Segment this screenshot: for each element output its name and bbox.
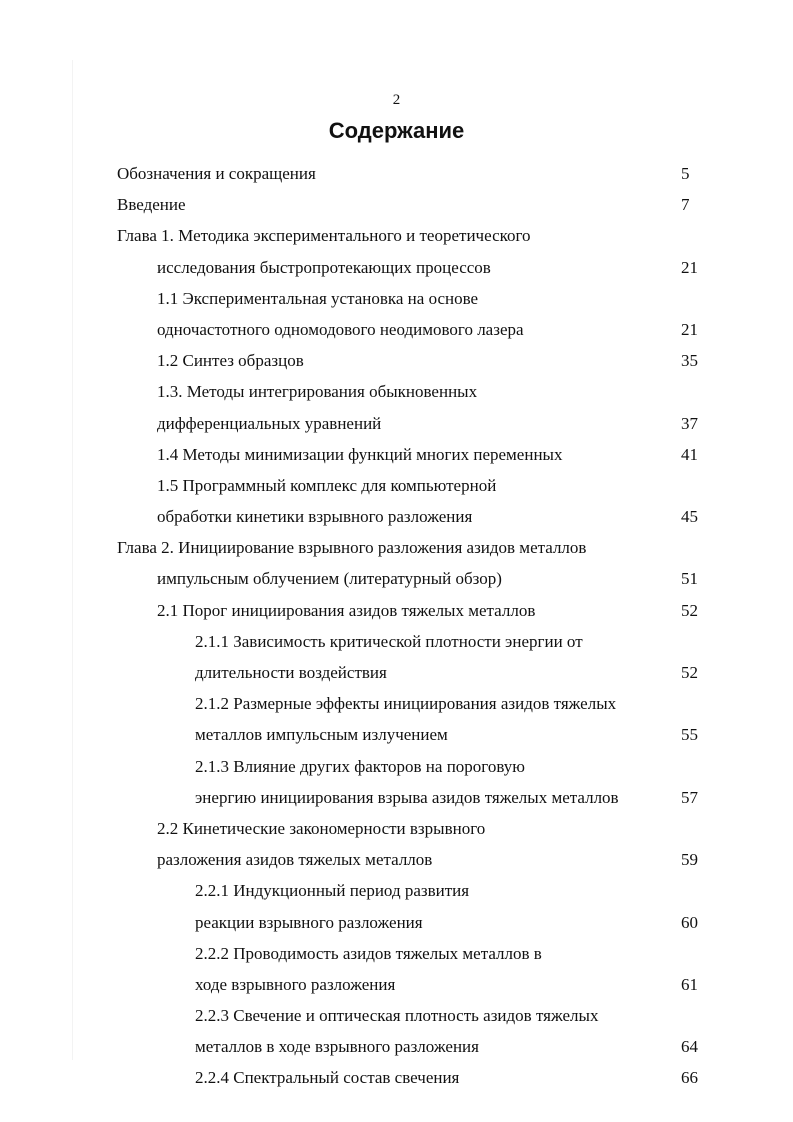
toc-entry-text: ходе взрывного разложения: [195, 974, 396, 994]
toc-entry: [117, 501, 717, 532]
toc-entry-text: энергию инициирования взрыва азидов тяжелых металлов: [195, 787, 619, 807]
toc-entry: [117, 1062, 717, 1093]
toc-entry-text: 2.1.1 Зависимость критической плотности энергии от: [195, 631, 583, 651]
toc-entry-text: Введение: [117, 195, 186, 215]
toc-entry-page: 64: [681, 1037, 698, 1057]
toc-entry: [117, 751, 717, 782]
toc-entry: [117, 844, 717, 875]
toc-entry: [117, 907, 717, 938]
toc-entry: [117, 376, 717, 407]
toc-entry-page: 35: [681, 351, 698, 371]
toc-entry-page: 52: [681, 600, 698, 620]
toc-entry: [117, 158, 717, 189]
toc-entry: [117, 532, 717, 563]
toc-entry-page: 51: [681, 569, 698, 589]
toc-entry-text: 1.4 Методы минимизации функций многих переменных: [157, 444, 563, 464]
toc-entry-text: 1.3. Методы интегрирования обыкновенных: [157, 382, 478, 402]
toc-entry: [117, 969, 717, 1000]
toc-entry-text: Обозначения и сокращения: [117, 164, 316, 183]
toc-entry-page: 59: [681, 850, 698, 870]
toc-entry: [117, 782, 717, 813]
toc-entry-page: 5: [681, 164, 690, 183]
toc-entry: [117, 252, 717, 283]
toc-entry-page: 61: [681, 974, 698, 994]
toc-entry-text: 2.2.2 Проводимость азидов тяжелых металлов в: [195, 943, 542, 963]
toc-entry-text: 2.2.4 Спектральный состав свечения: [195, 1068, 460, 1088]
toc-entry-text: 2.2.1 Индукционный период развития: [195, 881, 470, 901]
toc-entry-text: реакции взрывного разложения: [195, 912, 423, 932]
toc-entry: [117, 1031, 717, 1062]
toc-entry-page: 55: [681, 725, 698, 745]
toc-entry-page: 57: [681, 787, 698, 807]
toc-entry: [117, 719, 717, 750]
toc-entry-text: Глава 2. Инициирование взрывного разложения азидов металлов: [117, 538, 587, 558]
toc-entry: [117, 688, 717, 719]
toc-entry: [117, 408, 717, 439]
toc-entry-text: импульсным облучением (литературный обзор): [157, 569, 502, 589]
toc-entry-text: 1.2 Синтез образцов: [157, 351, 304, 371]
toc-entry: [117, 220, 717, 251]
toc-entry-text: 2.2.3 Свечение и оптическая плотность азидов тяжелых: [195, 1006, 599, 1026]
page-title: Содержание: [328, 118, 465, 143]
toc-entry-page: 21: [681, 319, 698, 339]
toc-entry: [117, 938, 717, 969]
toc-entry-text: 2.1 Порог инициирования азидов тяжелых металлов: [157, 600, 536, 620]
toc-entry-text: исследования быстропротекающих процессов: [157, 257, 491, 277]
toc-entry-text: металлов импульсным излучением: [195, 725, 448, 745]
toc-entry: [117, 1000, 717, 1031]
toc-entry-text: 1.5 Программный комплекс для компьютерной: [157, 475, 497, 495]
toc-entry: [117, 657, 717, 688]
toc-entry-text: обработки кинетики взрывного разложения: [157, 507, 473, 527]
toc-entry: [117, 626, 717, 657]
toc-entry: [117, 813, 717, 844]
toc-entry-text: 1.1 Экспериментальная установка на основе: [157, 288, 479, 308]
toc-entry: [117, 875, 717, 906]
toc-entry-page: 7: [681, 195, 690, 215]
toc-entry: [117, 563, 717, 594]
toc-entry-page: 66: [681, 1068, 698, 1088]
toc-entry-text: 2.2 Кинетические закономерности взрывного: [157, 818, 486, 838]
toc-entry-text: разложения азидов тяжелых металлов: [157, 850, 433, 870]
toc-entry-page: 52: [681, 663, 698, 682]
toc-entry: [117, 189, 717, 220]
toc-entry-page: 21: [681, 257, 698, 277]
scan-edge: [72, 60, 73, 1060]
toc-entry: [117, 470, 717, 501]
toc-entry-page: 37: [681, 413, 698, 433]
toc-entry-text: дифференциальных уравнений: [157, 413, 382, 433]
toc-entry-page: 41: [681, 444, 698, 464]
toc-entry: [117, 345, 717, 376]
toc-entry-text: металлов в ходе взрывного разложения: [195, 1037, 479, 1057]
toc-entry-page: 60: [681, 912, 698, 932]
toc-entry-text: 2.1.2 Размерные эффекты инициирования азидов тяжелых: [195, 694, 617, 714]
toc-entry-text: одночастотного одномодового неодимового лазера: [157, 319, 524, 339]
toc-entry: [117, 283, 717, 314]
toc-entry: [117, 439, 717, 470]
toc-entry: [117, 595, 717, 626]
table-of-contents: [117, 158, 717, 1094]
toc-entry-text: Глава 1. Методика экспериментального и теоретического: [117, 226, 531, 246]
toc-entry-text: 2.1.3 Влияние других факторов на пороговую: [195, 756, 525, 776]
toc-entry: [117, 314, 717, 345]
toc-entry-page: 45: [681, 507, 698, 527]
page-number: 2: [392, 92, 401, 108]
toc-entry-text: длительности воздействия: [195, 663, 387, 682]
